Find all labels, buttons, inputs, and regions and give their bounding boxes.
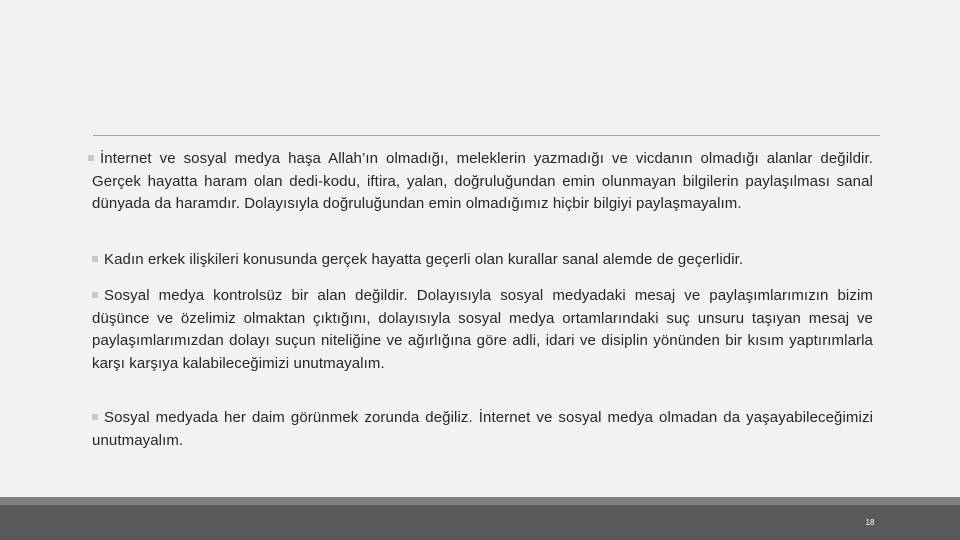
bullet-square-icon: [92, 414, 98, 420]
footer-band: [0, 505, 960, 540]
paragraph-text: Sosyal medyada her daim görünmek zorunda değiliz. İnternet ve sosyal medya olmadan da yaşayabileceğimizi unutmayalım.: [92, 409, 873, 449]
bullet-paragraph: [92, 407, 873, 452]
paragraph-text: İnternet ve sosyal medya haşa Allah’ın olmadığı, meleklerin yazmadığı ve vicdanın olmadığı alanlar değildir. Gerçek hayatta haram olan dedi-kodu, iftira, yalan, doğruluğundan emin olunmayan bilgilerin paylaşılması sanal dünyada da haramdır. Dolayısıyla doğruluğundan emin olmadığımız hiçbir bilgiyi paylaşmayalım.: [92, 150, 873, 212]
footer-stripe: [0, 497, 960, 505]
paragraph-text: Sosyal medya kontrolsüz bir alan değildir. Dolayısıyla sosyal medyadaki mesaj ve paylaşımlarımızın bizim düşünce ve özelimiz olmaktan çıktığını, dolayısıyla sosyal medya ortamlarındaki suç unsuru taşıyan mesaj ve paylaşımlarımızdan dolayı suçun niteliğine ve ağırlığına göre adli, idari ve disiplin yönünden bir kısım yaptırımlarla karşı karşıya kalabileceğimizi unutmayalım.: [92, 287, 873, 372]
bullet-paragraph: [92, 148, 873, 216]
bullet-square-icon: [92, 292, 98, 298]
page-number: 18: [865, 518, 875, 527]
bullet-paragraph: [92, 249, 873, 272]
title-divider: [93, 135, 880, 136]
bullet-square-icon: [88, 155, 94, 161]
paragraph-text: Kadın erkek ilişkileri konusunda gerçek hayatta geçerli olan kurallar sanal alemde de geçerlidir.: [104, 251, 744, 268]
bullet-square-icon: [92, 256, 98, 262]
bullet-paragraph: [92, 285, 873, 375]
